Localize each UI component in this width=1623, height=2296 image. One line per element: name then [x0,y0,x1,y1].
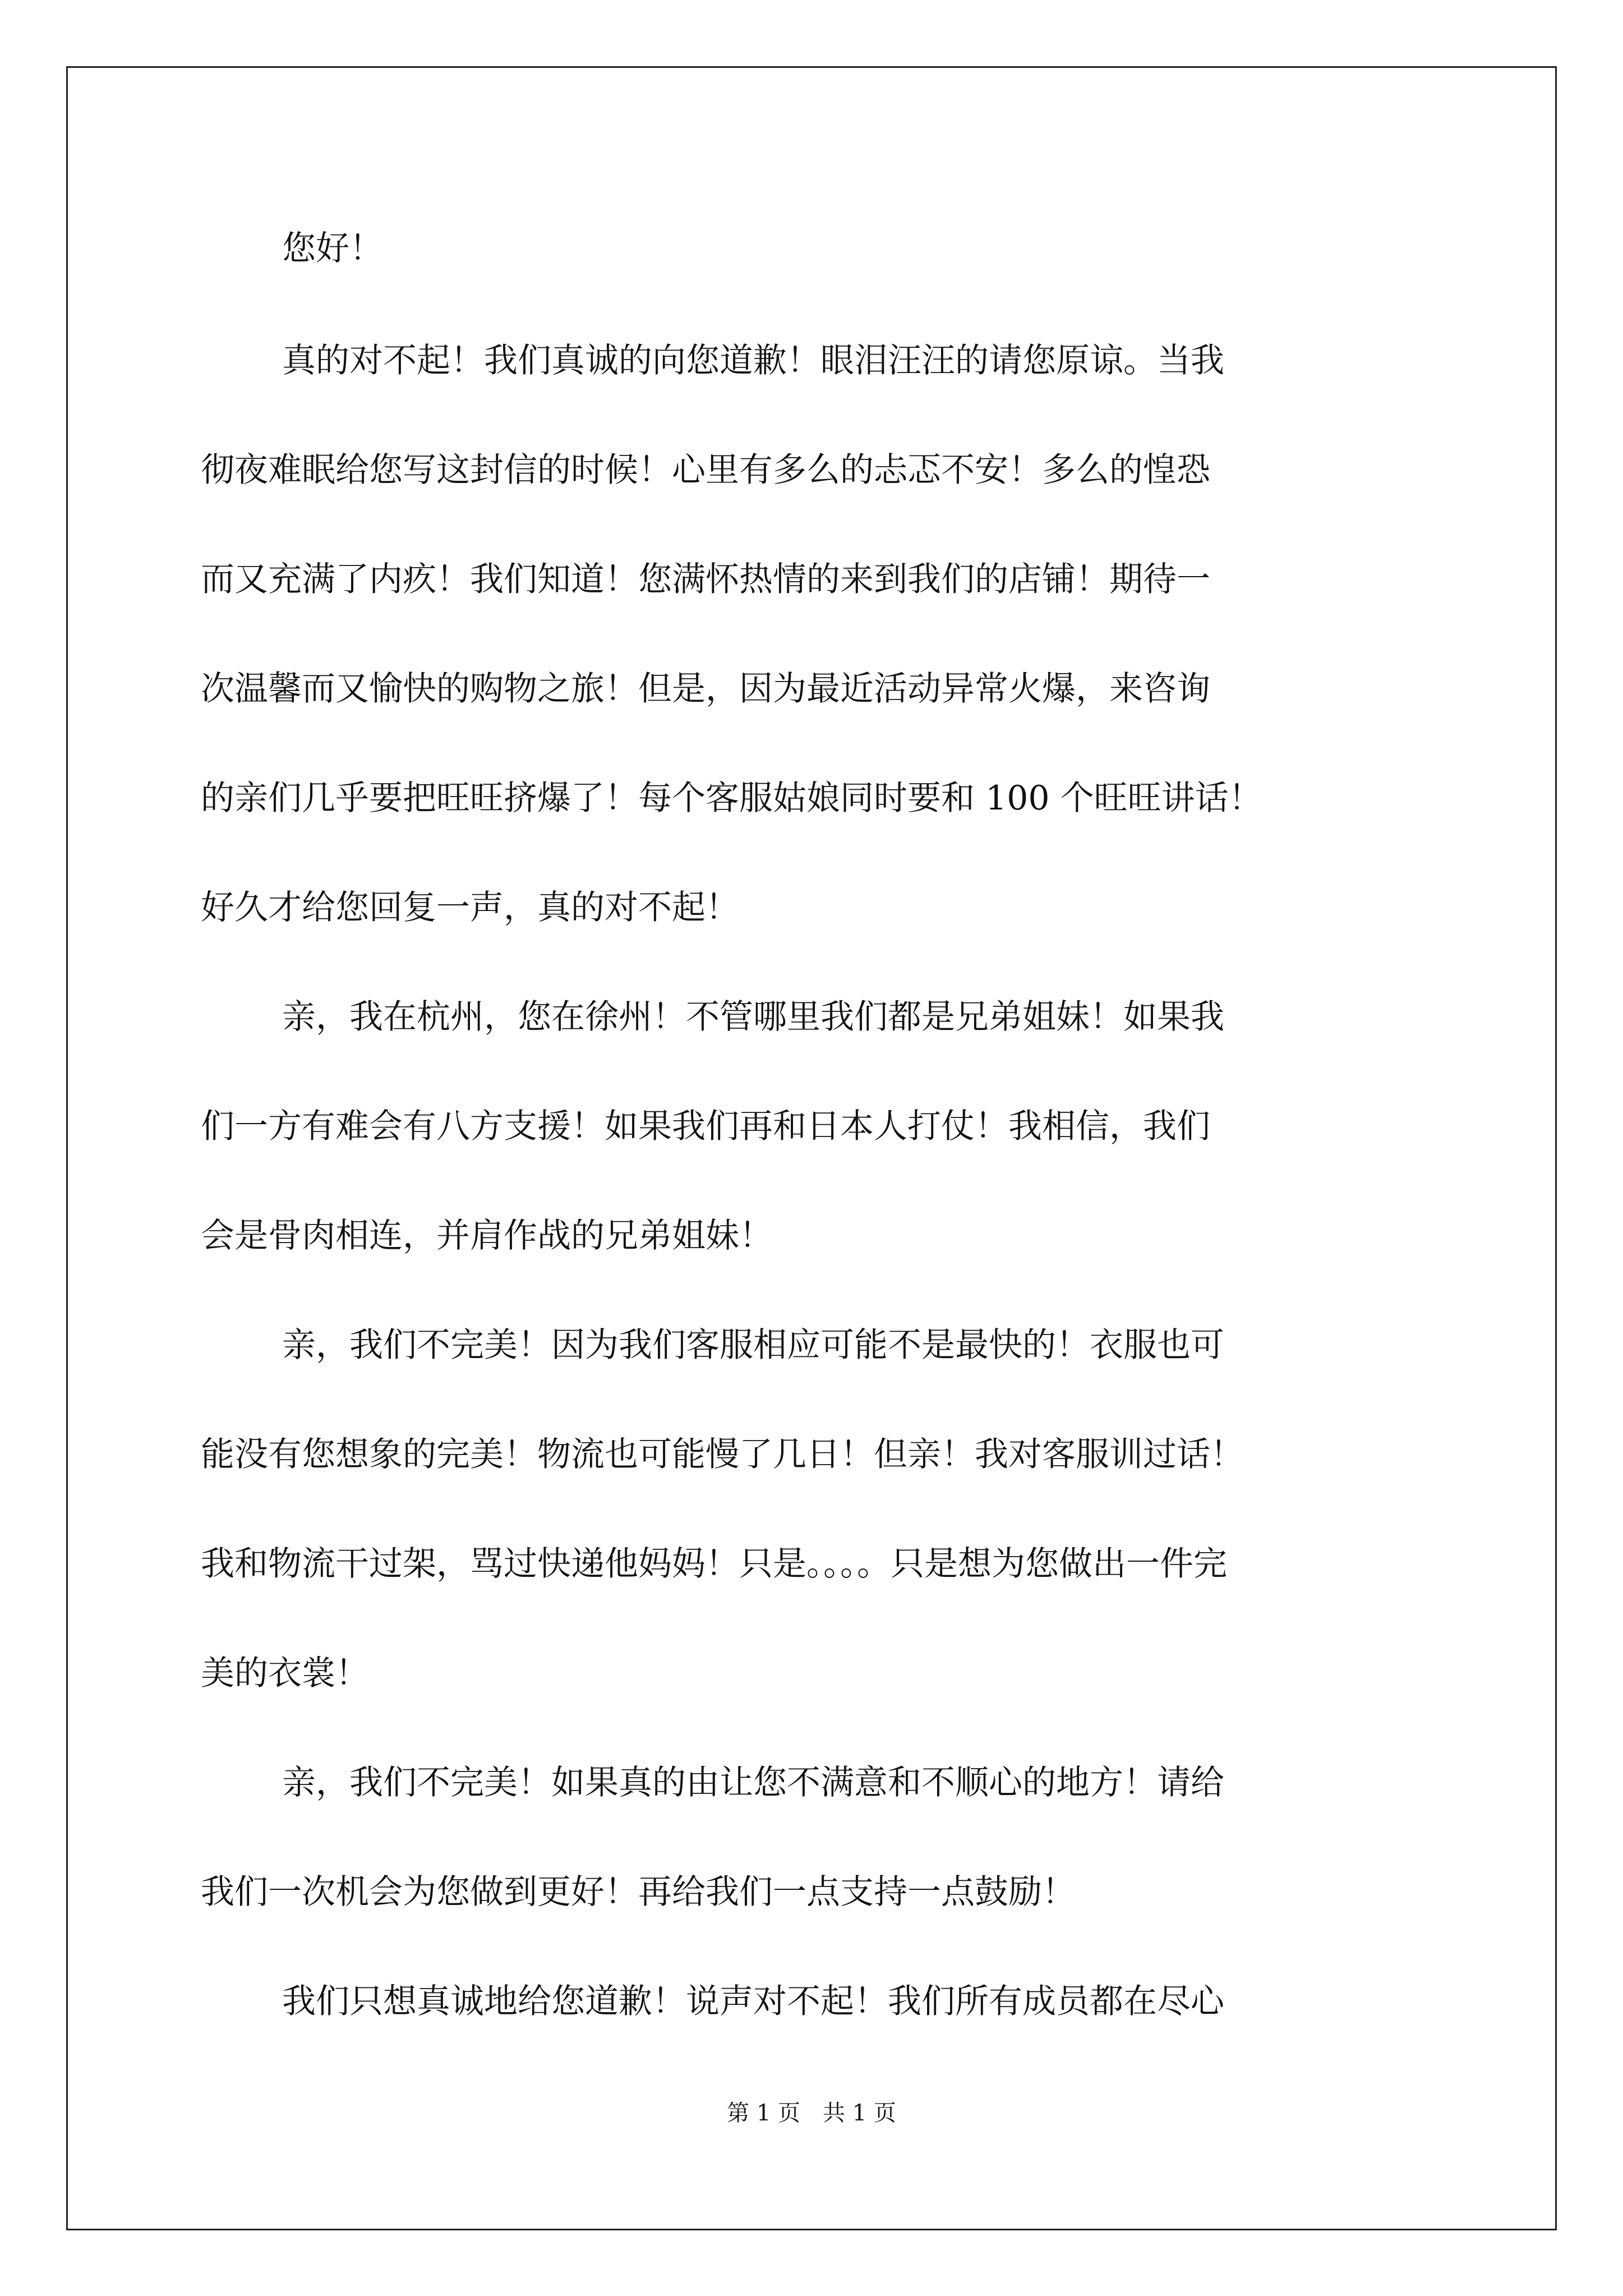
page-total: 共 1 页 [823,2100,896,2126]
paragraph-line: 次温馨而又愉快的购物之旅！但是，因为最近活动异常火爆，来咨询 [201,669,1210,708]
paragraph-line: 真的对不起！我们真诚的向您道歉！眼泪汪汪的请您原谅。当我 [282,341,1224,380]
paragraph-line: 能没有您想象的完美！物流也可能慢了几日！但亲！我对客服训过话！ [201,1435,1244,1474]
greeting-line: 您好！ [282,229,383,268]
paragraph-line: 会是骨肉相连，并肩作战的兄弟姐妹！ [201,1216,773,1255]
page-footer [0,2095,1623,2127]
page-number: 第 1 页 [727,2100,800,2126]
paragraph-line: 我们一次机会为您做到更好！再给我们一点支持一点鼓励！ [201,1872,1076,1912]
paragraph-line: 彻夜难眠给您写这封信的时候！心里有多么的忐忑不安！多么的惶恐 [201,450,1210,490]
paragraph-line: 亲，我在杭州，您在徐州！不管哪里我们都是兄弟姐妹！如果我 [282,997,1224,1037]
paragraph-line: 亲，我们不完美！因为我们客服相应可能不是最快的！衣服也可 [282,1326,1224,1365]
paragraph-line: 好久才给您回复一声，真的对不起！ [201,888,739,927]
paragraph-line: 的亲们几乎要把旺旺挤爆了！每个客服姑娘同时要和 100 个旺旺讲话！ [201,779,1262,818]
paragraph-line: 而又充满了内疚！我们知道！您满怀热情的来到我们的店铺！期待一 [201,560,1210,599]
paragraph-line: 美的衣裳！ [201,1654,369,1693]
paragraph-line: 我们只想真诚地给您道歉！说声对不起！我们所有成员都在尽心 [282,1982,1224,2021]
paragraph-line: 们一方有难会有八方支援！如果我们再和日本人打仗！我相信，我们 [201,1107,1210,1146]
paragraph-line: 我和物流干过架，骂过快递他妈妈！只是。。。。只是想为您做出一件完 [201,1544,1227,1584]
paragraph-line: 亲，我们不完美！如果真的由让您不满意和不顺心的地方！请给 [282,1763,1224,1802]
